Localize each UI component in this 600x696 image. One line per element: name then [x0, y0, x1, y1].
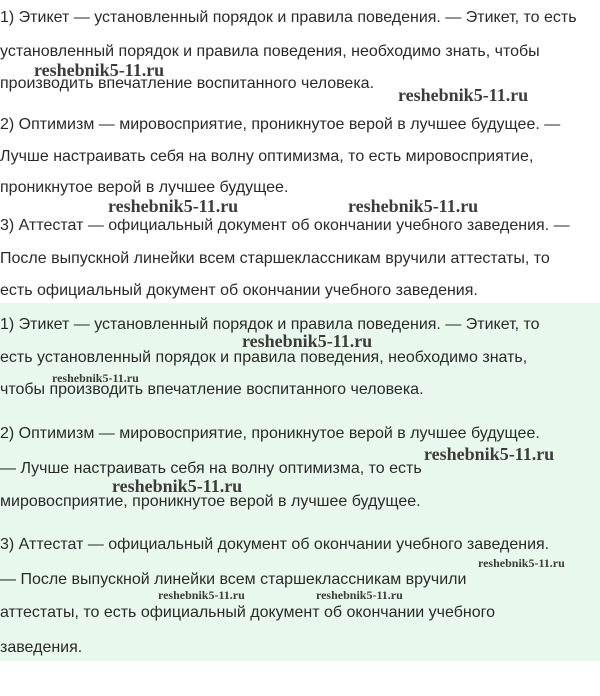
plain-line-8: После выпускной линейки всем старшеклассникам вручили аттестаты, то: [0, 250, 550, 267]
green-line-7: 3) Аттестат — официальный документ об окончании учебного заведения.: [0, 536, 550, 553]
green-line-2: есть установленный порядок и правила поведения, необходимо знать,: [0, 349, 528, 366]
plain-line-5: Лучше настраивать себя на волну оптимизма, то есть мировосприятие,: [0, 148, 534, 165]
watermark: reshebnik5-11.ru: [112, 476, 243, 496]
watermark: reshebnik5-11.ru: [34, 60, 165, 80]
watermark: reshebnik5-11.ru: [316, 588, 403, 602]
watermark: reshebnik5-11.ru: [348, 196, 479, 216]
watermark: reshebnik5-11.ru: [398, 85, 529, 105]
plain-line-4: 2) Оптимизм — мировосприятие, проникнутое верой в лучшее будущее. —: [0, 116, 561, 133]
green-line-4: 2) Оптимизм — мировосприятие, проникнутое верой в лучшее будущее.: [0, 425, 540, 442]
green-line-6: мировосприятие, проникнутое верой в лучшее будущее.: [0, 493, 421, 510]
green-line-1: 1) Этикет — установленный порядок и правила поведения. — Этикет, то: [0, 316, 540, 333]
green-line-3: чтобы производить впечатление воспитанного человека.: [0, 381, 424, 398]
watermark: reshebnik5-11.ru: [52, 371, 139, 385]
plain-line-7: 3) Аттестат — официальный документ об окончании учебного заведения. —: [0, 217, 570, 234]
green-line-9: аттестаты, то есть официальный документ об окончании учебного: [0, 604, 496, 621]
plain-line-2: установленный порядок и правила поведения, необходимо знать, чтобы: [0, 43, 540, 60]
plain-line-1: 1) Этикет — установленный порядок и правила поведения. — Этикет, то есть: [0, 9, 577, 26]
green-line-5: — Лучше настраивать себя на волну оптимизма, то есть: [0, 460, 422, 477]
watermark: reshebnik5-11.ru: [108, 196, 239, 216]
watermark: reshebnik5-11.ru: [424, 444, 555, 464]
plain-line-6: проникнутое верой в лучшее будущее.: [0, 179, 289, 196]
green-line-10: заведения.: [0, 639, 83, 656]
plain-line-3: производить впечатление воспитанного человека.: [0, 75, 375, 92]
watermark: reshebnik5-11.ru: [478, 556, 565, 570]
plain-line-9: есть официальный документ об окончании учебного заведения.: [0, 282, 478, 299]
green-line-8: — После выпускной линейки всем старшеклассникам вручили: [0, 571, 467, 588]
watermark: reshebnik5-11.ru: [242, 331, 373, 351]
watermark: reshebnik5-11.ru: [158, 588, 245, 602]
